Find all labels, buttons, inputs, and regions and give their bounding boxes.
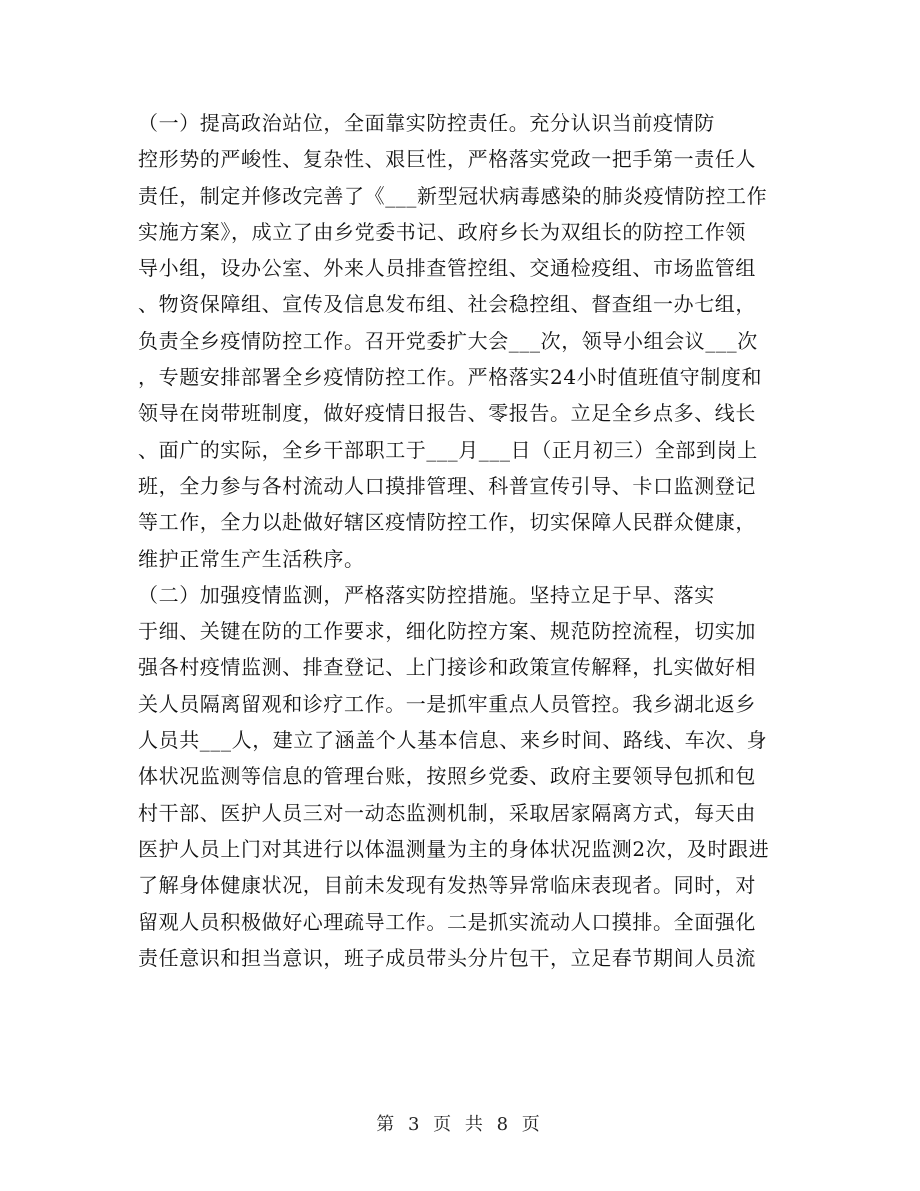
page-number-footer: 第 3 页 共 8 页 <box>376 1114 544 1135</box>
text-line: 导小组，设办公室、外来人员排查管控组、交通检疫组、市场监管组 <box>138 256 756 281</box>
text-line: ，专题安排部署全乡疫情防控工作。严格落实24小时值班值守制度和 <box>138 365 763 390</box>
text-line: 领导在岗带班制度，做好疫情日报告、零报告。立足全乡点多、线长 <box>138 401 756 426</box>
text-line: （一）提高政治站位，全面靠实防控责任。充分认识当前疫情防 <box>138 111 715 135</box>
text-line: 体状况监测等信息的管理台账，按照乡党委、政府主要领导包抓和包 <box>138 764 756 789</box>
text-line: （二）加强疫情监测，严格落实防控措施。坚持立足于早、落实 <box>138 582 715 607</box>
text-line: 关人员隔离留观和诊疗工作。一是抓牢重点人员管控。我乡湖北返乡 <box>138 691 756 716</box>
text-line: 负责全乡疫情防控工作。召开党委扩大会___次，领导小组会议___次 <box>138 328 758 353</box>
text-line: 村干部、医护人员三对一动态监测机制，采取居家隔离方式，每天由 <box>138 800 756 825</box>
text-line: 于细、关键在防的工作要求，细化防控方案、规范防控流程，切实加 <box>138 619 756 644</box>
text-line: 强各村疫情监测、排查登记、上门接诊和政策宣传解释，扎实做好相 <box>138 655 756 680</box>
text-line: 等工作，全力以赴做好辖区疫情防控工作，切实保障人民群众健康， <box>138 510 756 535</box>
text-line: 、面广的实际，全乡干部职工于___月___日（正月初三）全部到岗上 <box>138 437 758 462</box>
text-line: 人员共___人，建立了涵盖个人基本信息、来乡时间、路线、车次、身 <box>138 728 768 753</box>
text-line: 、物资保障组、宣传及信息发布组、社会稳控组、督查组一办七组， <box>138 292 756 317</box>
text-line: 控形势的严峻性、复杂性、艰巨性，严格落实党政一把手第一责任人 <box>138 147 756 172</box>
text-line: 责任意识和担当意识，班子成员带头分片包干，立足春节期间人员流 <box>138 945 756 970</box>
text-line: 医护人员上门对其进行以体温测量为主的身体状况监测2次，及时跟进 <box>138 836 770 861</box>
text-line: 实施方案》，成立了由乡党委书记、政府乡长为双组长的防控工作领 <box>138 219 746 244</box>
text-line: 留观人员积极做好心理疏导工作。二是抓实流动人口摸排。全面强化 <box>138 909 756 934</box>
document-body <box>138 105 788 976</box>
text-line: 了解身体健康状况，目前未发现有发热等异常临床表现者。同时，对 <box>138 873 756 898</box>
text-line: 班，全力参与各村流动人口摸排管理、科普宣传引导、卡口监测登记 <box>138 473 756 498</box>
text-line: 维护正常生产生活秩序。 <box>138 546 365 571</box>
text-line: 责任，制定并修改完善了《___新型冠状病毒感染的肺炎疫情防控工作 <box>138 183 768 208</box>
